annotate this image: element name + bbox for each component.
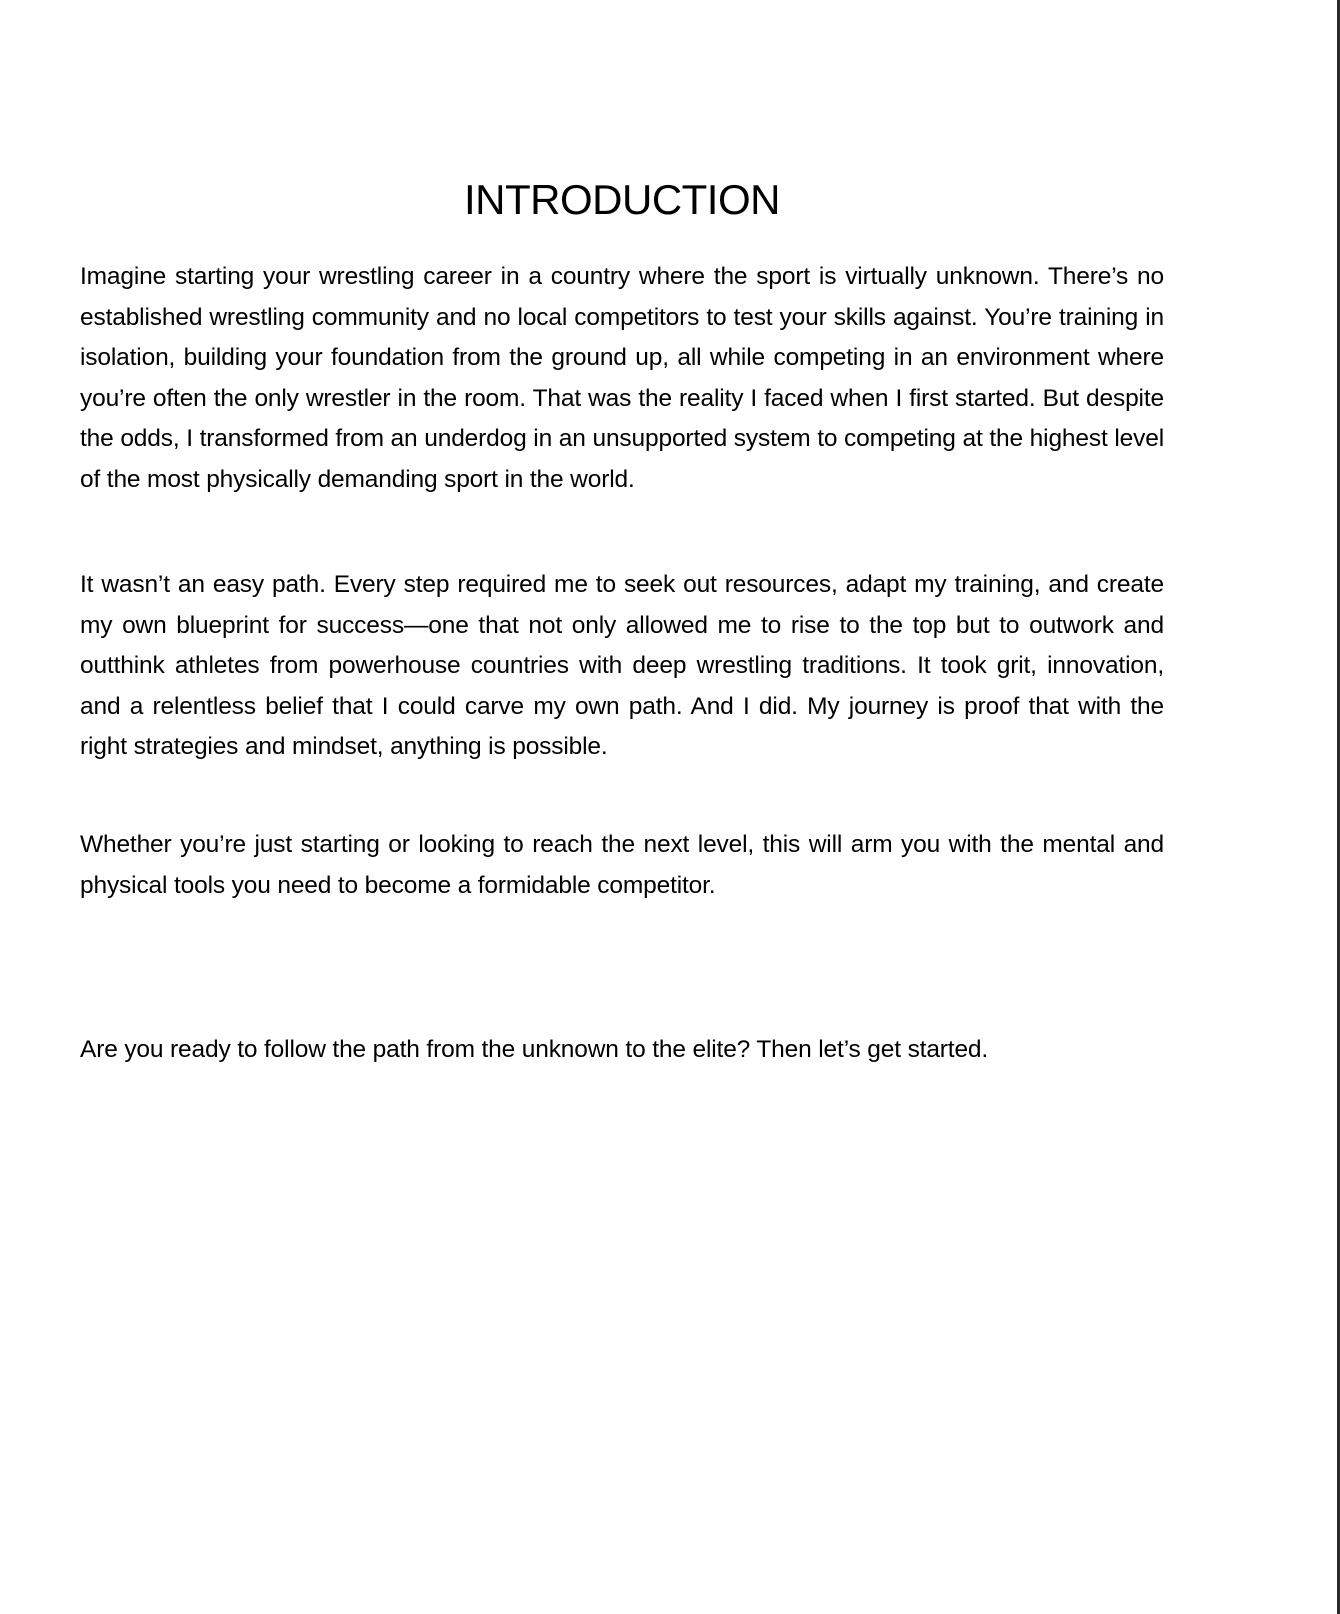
paragraph-journey: It wasn’t an easy path. Every step required me to seek out resources, adapt my training, and create my own blueprint for success—one that not only allowed me to rise to the top but to outwork and outthink athletes from powerhouse countries with deep wrestling traditions. It took grit, innovation, and a relentless belief that I could carve my own path. And I did. My journey is proof that with the right strategies and mindset, anything is possible. bbox=[80, 571, 1164, 761]
paragraph-purpose: Whether you’re just starting or looking to reach the next level, this will arm you with the mental and physical tools you need to become a formidable competitor. bbox=[80, 831, 1164, 899]
page-title: INTRODUCTION bbox=[464, 176, 780, 223]
paragraph-intro: Imagine starting your wrestling career in a country where the sport is virtually unknown. There’s no established wrestling community and no local competitors to test your skills against. You’re training in isolation, building your foundation from the ground up, all while competing in an environment where you’re often the only wrestler in the room. That was the reality I faced when I first started. But despite the odds, I transformed from an underdog in an unsupported system to competing at the highest level of the most physically demanding sport in the world. bbox=[80, 263, 1164, 493]
paragraph-closing: Are you ready to follow the path from the unknown to the elite? Then let’s get started. bbox=[80, 1036, 989, 1063]
